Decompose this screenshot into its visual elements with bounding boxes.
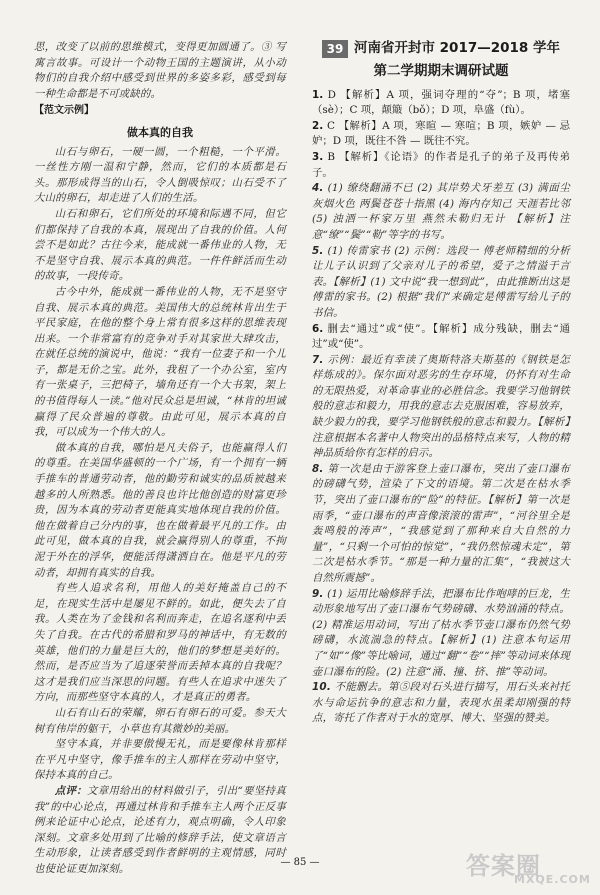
exam-number-badge: 39 [322,40,348,58]
comment-text: 文章用给出的材料做引子，引出“要坚持真我”的中心论点，再通过林肯和手推车主人两个正反事例来论证中心论点，论述有力，观点明确，令人印象深刻。文章多处用到了比喻的修辞手法，使文章语言生动形象，让读者感受到作者鲜明的主观情感，同时也使论证更加深刻。 [34,784,286,875]
section-tag: 【范文示例】 [34,105,94,117]
page-number: — 85 — [280,857,320,868]
answer-1: 1. D 【解析】A 项，强词夺理的“夺”；B 项，堵塞（sè）；C 项，颠簸（bǒ）；D 项，阜盛（fù）。 [312,88,570,117]
answer-2: 2. C 【解析】A 项，寒暄 — 寒喧；B 项，嫉妒 — 忌妒；D 项，既往不咎 — 既往不究。 [312,119,570,148]
answer-8: 8. 第一次是由于游客登上壶口瀑布，突出了壶口瀑布的磅礴气势，渲染了下文的语境。第二次是在枯水季节，突出了壶口瀑布的“险”的特征。【解析】第一次是雨季，“壶口瀑布的声音像滚滚的雷声”，“河谷里全是轰鸣般的涛声”，“我感觉到了那种来自大自然的力量”，“只剩一个可怕的惊觉”，“我仍然惊魂未定”，第二次是枯水季节。“那是一种力量的汇集”，“我被这大自然所震撼”。 [312,462,570,584]
exam-title-line2: 第二学期期末调研试题 [373,63,509,79]
answer-7: 7. 示例：最近有幸读了奥斯特洛夫斯基的《钢铁是怎样炼成的》。保尔面对恶劣的生存环境，仍怀有对生命的无限热爱，对革命事业的必胜信念。我要学习他钢铁般的意志和毅力，用我的意志去克服困难，容易放弃，缺少毅力的我，要学习他钢铁般的意志和毅力。【解析】注意根据本名著中人物突出的品格特点来写，人物的精神品质给你有怎样的启示。 [312,353,570,460]
essay-paragraph-3: 古今中外，能成就一番伟业的人物，无不是坚守自我、展示本真的典范。美国伟大的总统林肯出生于平民家庭，在他的整个身上常有很多这样的思维表现出来。一个非常富有的竞争对手对其家世大肆攻击，在就任总统的演说中，他说：“我有一位妻子和一个儿子，都是无价之宝。此外，我租了一个办公室，室内有一张桌子，三把椅子，墙角还有一个大书架，架上的书值得每人一读。”他对民众总是坦诚，“林肯的坦诚赢得了民众普遍的尊敬。由此可见，展示本真的自我，可以成为一个伟大的人。 [34,285,286,439]
essay-paragraph-5: 有些人追求名利，用他人的美好掩盖自己的不足，在现实生活中是屡见不鲜的。如此，便失去了自我。人类在为了金钱和名利而奔走，在追名逐利中丢失了自我。在古代的希腊和罗马的神话中，有无数的英雄，他们的力量是巨大的，他们的梦想是美好的。然而，是否应当为了追逐荣誉而丢掉本真的自我呢？这才是我们应当深思的问题。有些人在追求中迷失了方向，而那些坚守本真的人，才是真正的勇者。 [34,582,286,704]
exam-title-line1: 河南省开封市 2017—2018 学年 [353,40,561,57]
intro-paragraph: 思，改变了以前的思维模式，变得更加圆通了。③ 写寓言故事。可设计一个动物王国的主题演讲，从小动物们的自我介绍中感受到世界的多姿多彩，感受到每一种生命都是不可或缺的。 [34,41,286,100]
essay-title: 做本真的自我 [127,125,193,139]
answer-9: 9. (1) 运用比喻修辞手法，把瀑布比作咆哮的巨龙，生动形象地写出了壶口瀑布气势磅礴、水势汹涌的特点。(2) 精准运用动词，写出了枯水季节壶口瀑布仍然气势磅礴，水流湍急的特点。【解析】(1) 注意本句运用了“如”“像”等比喻词，通过“翻”“卷”“摔”等动词来体现壶口瀑布的险。(2) 注意“涌、撞、挤、推”等动词。 [312,587,570,678]
essay-paragraph-6: 山石有山石的荣耀，卵石有卵石的可爱。参天大树有伟岸的躯干，小草也有其微妙的美丽。 [34,706,286,735]
answer-5: 5. (1) 传雷家书 (2) 示例：选段一 傅老师精细的分析让儿子认识到了父亲对儿子的希望，爱子之情溢于言表。【解析】(1) 文中说“我一想到此”，由此推断出这是傅雷的家书。(2) 根据“我们”来确定是傅雷写给儿子的书信。 [312,244,570,319]
essay-paragraph-4: 做本真的自我，哪怕是凡夫俗子，也能赢得人们的尊重。在美国华盛顿的一个广场，有一个拥有一辆手推车的普通劳动者，他的勤劳和诚实的品质被越来越多的人所熟悉。他的善良也许比他创造的财富更珍贵，因为本真的劳动者更能真实地体现自我的价值。他在做着自己分内的事，也在做着最平凡的工作。由此可见，做本真的自我，就会赢得别人的尊重，不拘泥于外在的浮华，便能活得潇洒自在。他是平凡的劳动者，却拥有真实的自我。 [34,441,286,579]
comment-label: 点评： [54,784,88,797]
right-column [312,40,570,727]
exam-header [312,40,570,80]
watermark-sub: MXQE.COM [514,873,591,886]
watermark-logo [466,846,596,892]
watermark-main: 答案圈 [466,852,541,880]
essay-paragraph-2: 山石和卵石，它们所处的环境和际遇不同，但它们都保持了自我的本真，展现出了自我的价值。人何尝不是如此？古往今来，能成就一番伟业的人物，无不是坚守自我、展示本真的典范。一件件鲜活而生动的故事，一段传奇。 [34,207,286,283]
essay-paragraph-1: 山石与卵石，一硬一圆，一个粗糙，一个平滑。一丝性方刚一温和宁静，然而，它们的本质都是石头。那形成得当的山石，令人倒吸惊叹；山石受不了大山的卵石，却走进了人们的生活。 [34,145,286,205]
left-column [34,40,286,877]
answer-3: 3. B 【解析】《论语》的作者是孔子的弟子及再传弟子。 [312,150,570,179]
essay-paragraph-7: 坚守本真，并非要傲慢无礼，而是要像林肯那样在平凡中坚守，像手推车的主人那样在劳动中坚守，保持本真的自己。 [34,738,286,782]
answer-10: 10. 不能删去。第⑤段对石头进行描写，用石头来衬托水与命运抗争的意志和力量，表现水虽柔却刚强的特点，寄托了作者对于水的宽厚、博大、坚强的赞美。 [312,681,570,725]
answer-6: 6. 删去“通过”或“使”。【解析】成分残缺，删去“通过”或“使”。 [312,322,570,351]
answer-4: 4. (1) 缭绕翻涌不已 (2) 其岸势犬牙差互 (3) 满面尘灰烟火色 两鬓苍苍十指黑 (4) 海内存知己 天涯若比邻 (5) 浊酒一杯家万里 燕然未勒归无计 【解析】注意“缭”“鬓”“勒”等字的书写。 [312,182,570,241]
